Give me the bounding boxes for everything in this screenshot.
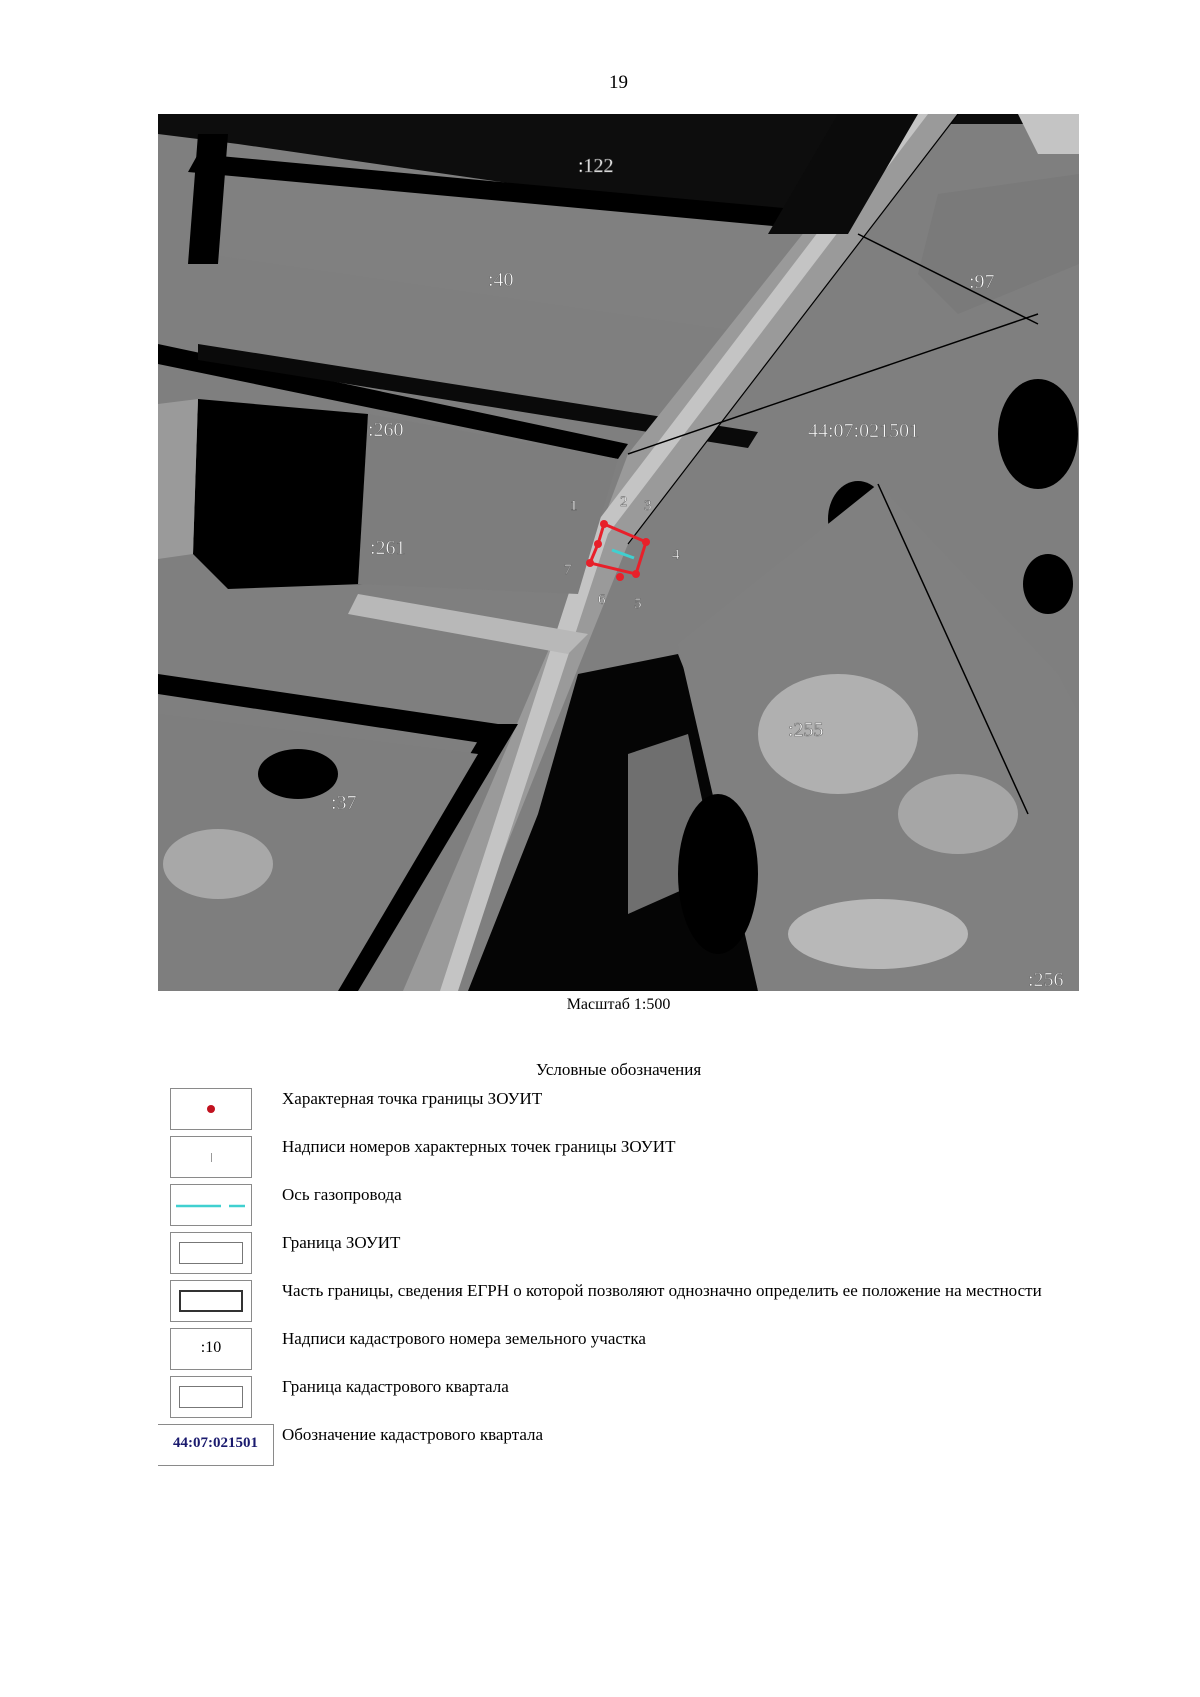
bold-rectangle-icon [179,1290,243,1312]
parcel-label: :260 [368,419,404,441]
legend-swatch-quarter-boundary [170,1376,252,1418]
parcel-number-sample: :10 [200,1339,222,1356]
rectangle-icon [179,1242,243,1264]
parcel-label: :261 [370,537,406,559]
map-building [193,399,368,589]
map-dark-area [258,749,338,799]
parcel-label: :97 [969,271,995,293]
legend-title: Условные обозначения [535,1060,702,1079]
point-label: 7 [564,562,572,578]
dashed-line-icon [171,1185,251,1225]
point-label: 4 [672,547,680,563]
map-light-area [898,774,1018,854]
rectangle-icon [179,1386,243,1408]
zouit-point-4 [586,559,594,567]
legend-item-text: Характерная точка границы ЗОУИТ [282,1089,543,1108]
legend-item-text: Надписи кадастрового номера земельного участка [282,1329,646,1348]
parcel-label: :122 [578,155,614,177]
legend-swatch-quarter-number [158,1424,274,1466]
legend-item-text: Ось газопровода [282,1185,402,1204]
zouit-point-2 [642,538,650,546]
parcel-label: :37 [331,792,357,814]
point-label: 2 [620,494,628,510]
zouit-point-5 [594,540,602,548]
cadastral-map [158,114,1079,991]
zouit-point-1 [600,520,608,528]
map-dark-area [998,379,1078,489]
quarter-number-sample: 44:07:021501 [173,1435,258,1451]
parcel-label: :40 [488,269,514,291]
point-label: 3 [644,498,652,514]
legend-item-text: Надписи номеров характерных точек границы ЗОУИТ [282,1137,676,1156]
legend-item-text: Обозначение кадастрового квартала [282,1425,544,1444]
legend-swatch-parcel-number [170,1328,252,1370]
legend-item-text: Граница ЗОУИТ [282,1233,401,1252]
legend-item-text: Граница кадастрового квартала [282,1377,509,1396]
map-dark-area [678,794,758,954]
map-light-area [788,899,968,969]
red-dot-icon [207,1105,215,1113]
map-dark-area [1023,554,1073,614]
legend-swatch-zouit-boundary [170,1232,252,1274]
point-label: 1 [570,498,578,514]
parcel-label: :255 [788,719,824,741]
parcel-label: :256 [1028,969,1064,991]
point-label: 5 [634,596,642,612]
legend-swatch-point-number [170,1136,252,1178]
zouit-point-6 [616,573,624,581]
legend-swatch-egrn-boundary [170,1280,252,1322]
page-number: 19 [609,72,628,93]
map-light-area [758,674,918,794]
legend-swatch-gas-pipeline [170,1184,252,1226]
point-label: 6 [598,592,606,608]
legend-item-text: Часть границы, сведения ЕГРН о которой позволяют однозначно определить ее положение на местности [282,1281,1042,1300]
map-light-area [163,829,273,899]
point-number-icon [211,1153,212,1162]
legend-swatch-zouit-point [170,1088,252,1130]
cadastral-quarter-label: 44:07:021501 [808,420,920,442]
zouit-point-3 [632,570,640,578]
map-light-area [158,399,198,559]
map-scale: Масштаб 1:500 [566,996,671,1013]
